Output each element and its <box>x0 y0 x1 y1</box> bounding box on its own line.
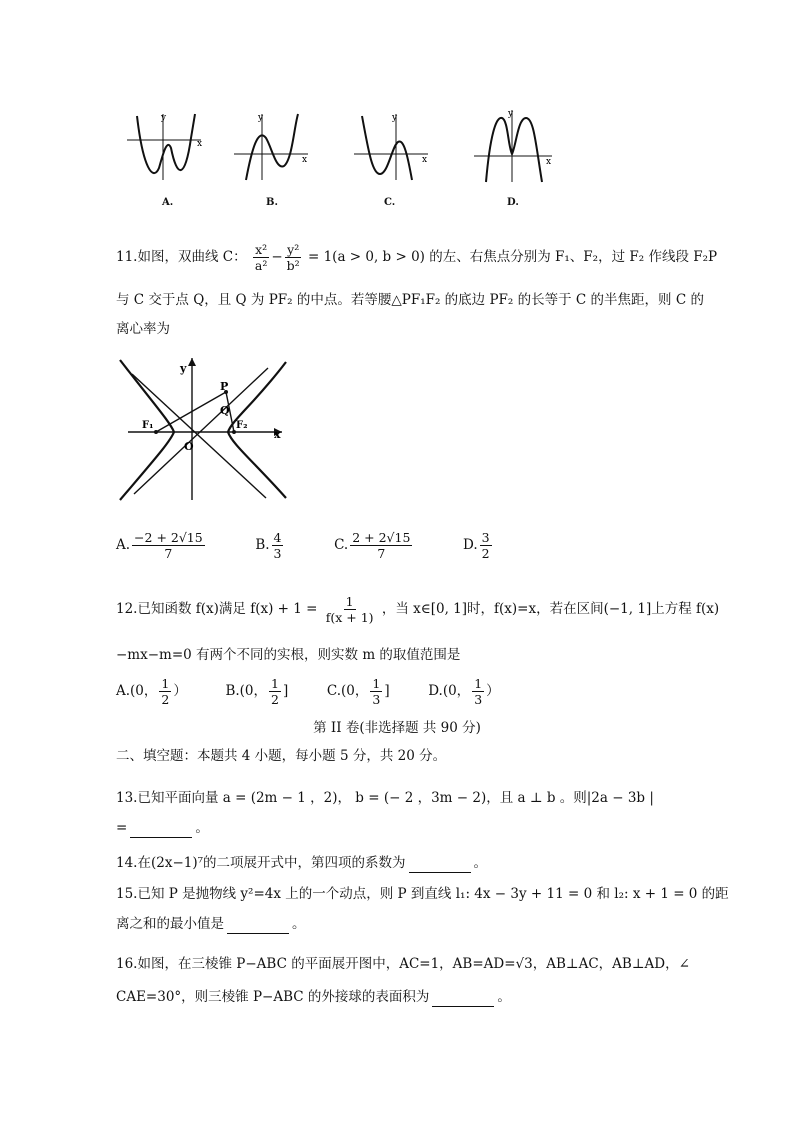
svg-text:x: x <box>197 139 203 149</box>
graph-b <box>232 108 312 188</box>
q16-line2: CAE=30°，则三棱锥 P−ABC 的外接球的表面积为 。 <box>116 989 511 1005</box>
q11-eq-rest: = 1(a > 0, b > 0) 的左、右焦点分别为 F₁、F₂，过 F₂ 作线段 F₂P <box>307 249 718 265</box>
q11-option-b: $\frac{4}{3}$ <box>273 530 282 561</box>
q12-option-b: $\frac{1}{2}$ <box>271 676 279 707</box>
q16-answer-blank[interactable] <box>432 992 494 1007</box>
q15-line2: 离之和的最小值是 。 <box>116 916 306 932</box>
fig-label-x: x <box>274 428 281 441</box>
svg-text:y: y <box>508 109 514 119</box>
q11-option-a: $\frac{-2 + 2√15}{7}$ <box>134 530 203 561</box>
q12-option-c: $\frac{1}{3}$ <box>372 676 381 707</box>
q14-answer-blank[interactable] <box>409 858 471 873</box>
q13-line2: = 。 <box>116 820 209 836</box>
q14-line: 14.在(2x−1)⁷的二项展开式中，第四项的系数为 。 <box>116 855 488 871</box>
fig-label-f1: F₁ <box>142 420 154 431</box>
hyperbola-figure <box>114 352 294 504</box>
fig-label-f2: F₂ <box>236 420 248 431</box>
q13-line1: 13.已知平面向量 a = (2m − 1 ，2)， b = (− 2 ，3m − 2)，且 a ⊥ b 。则|2a − 3b | <box>116 790 654 806</box>
svg-text:x: x <box>302 155 308 165</box>
svg-text:y: y <box>161 113 167 123</box>
q12-option-a: $\frac{1}{2}$ <box>161 676 170 707</box>
q15-line1: 15.已知 P 是抛物线 y²=4x 上的一个动点，则 P 到直线 l₁: 4x − 3y + 11 = 0 和 l₂: x + 1 = 0 的距 <box>116 886 729 902</box>
fig-label-o: O <box>184 440 194 453</box>
graph-c <box>352 108 432 188</box>
q12-line2: −mx−m=0 有两个不同的实根，则实数 m 的取值范围是 <box>116 647 461 663</box>
q12-frac: $\frac{1}{f(x + 1)}$ <box>325 594 374 625</box>
q11-line2: 与 C 交于点 Q，且 Q 为 PF₂ 的中点。若等腰△PF₁F₂ 的底边 PF₂ 的长等于 C 的半焦距，则 C 的 <box>116 292 704 308</box>
graph-label-b: B. <box>266 197 278 208</box>
svg-text:y: y <box>392 113 398 123</box>
fill-header: 二、填空题：本题共 4 小题，每小题 5 分，共 20 分。 <box>116 748 447 764</box>
q11-option-d: $\frac{3}{2}$ <box>481 530 490 561</box>
svg-text:y: y <box>258 113 264 123</box>
q11-frac-x: $\frac{\text{x²}}{\text{a²}}$ <box>254 242 268 273</box>
q12-option-d: $\frac{1}{3}$ <box>474 676 483 707</box>
q11-options: A. $\frac{-2 + 2√15}{7}$ B. $\frac{4}{3}$ C. $\frac{2 + 2√15}{7}$ D. $\frac{3}{2}$ <box>116 530 490 561</box>
graph-label-d: D. <box>507 197 519 208</box>
fig-label-y: y <box>180 362 187 375</box>
q12-options: A.(0， $\frac{1}{2}$ ） B.(0， $\frac{1}{2}$ ] C.(0， $\frac{1}{3}$ ] D.(0， $\frac{1}{3}$ ） <box>116 676 500 707</box>
q13-answer-blank[interactable] <box>130 823 192 838</box>
q11-line1: 11.如图，双曲线 C： $\frac{\text{x²}}{\text{a²}}$ − $\frac{\text{y²}}{\text{b²}}$ = 1(a > 0, b > 0) 的左、右焦点分别为 F₁、F₂，过 F₂ 作线段 F₂P <box>116 242 718 273</box>
fig-label-q: Q <box>220 404 230 417</box>
svg-text:x: x <box>546 157 552 167</box>
q11-lead: 11.如图，双曲线 C： <box>116 249 247 265</box>
q15-answer-blank[interactable] <box>227 919 289 934</box>
q11-line3: 离心率为 <box>116 321 170 337</box>
graph-label-c: C. <box>384 197 396 208</box>
q11-option-c: $\frac{2 + 2√15}{7}$ <box>352 530 411 561</box>
q16-line1: 16.如图，在三棱锥 P−ABC 的平面展开图中，AC=1，AB=AD=√3，AB⊥AC，AB⊥AD，∠ <box>116 956 690 972</box>
svg-text:x: x <box>422 155 428 165</box>
fig-label-p: P <box>220 380 229 393</box>
q12-line1: 12.已知函数 f(x)满足 f(x) + 1 = $\frac{1}{f(x + 1)}$ ，当 x∈[0, 1]时，f(x)=x，若在区间(−1, 1]上方程 f(x) <box>116 594 720 625</box>
graph-d <box>472 106 556 188</box>
q11-frac-y: $\frac{\text{y²}}{\text{b²}}$ <box>286 242 300 273</box>
graph-a <box>125 108 205 188</box>
section2-title: 第 II 卷(非选择题 共 90 分) <box>313 720 481 736</box>
graph-label-a: A. <box>162 197 174 208</box>
